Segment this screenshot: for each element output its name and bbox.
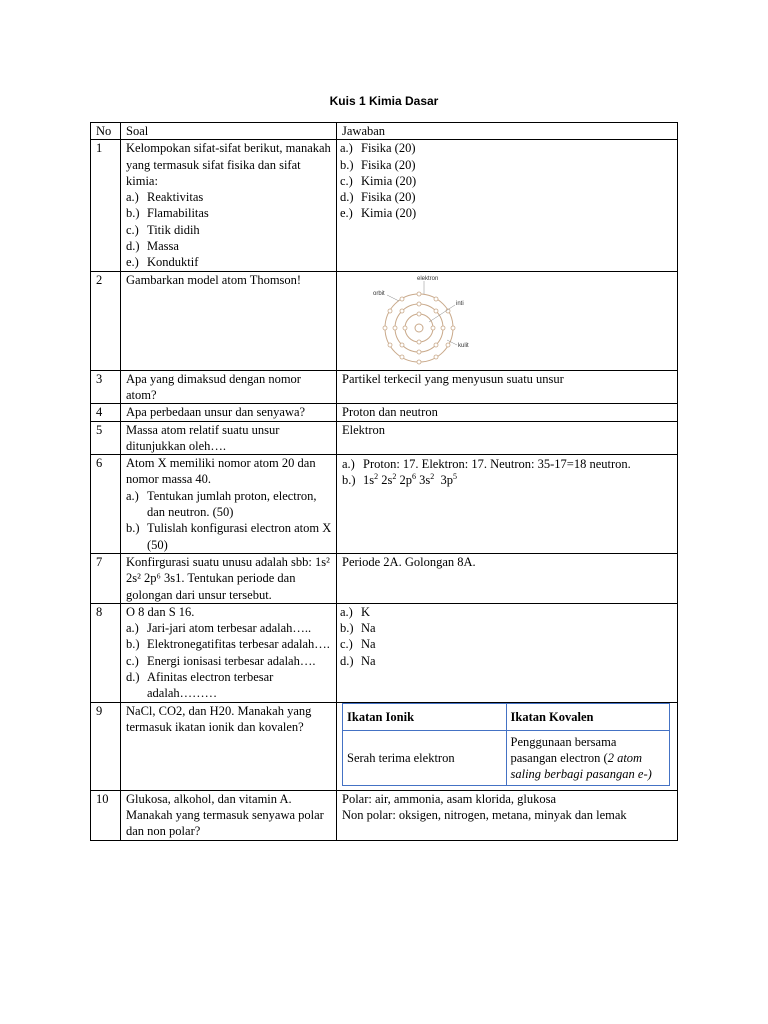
answer-list [342,456,673,489]
question-cell: Massa atom relatif suatu unsur ditunjukkan oleh…. [121,421,337,455]
row-number: 10 [91,790,121,840]
row-number: 4 [91,404,121,421]
quiz-table [90,122,678,841]
list-item: a.) Jari-jari atom terbesar adalah….. [126,621,312,636]
label-kulit: kulit [458,342,469,349]
list-item: d.) Fisika (20) [340,190,416,205]
list-item: a.) Proton: 17. Elektron: 17. Neutron: 35-17=18 neutron. [342,457,631,472]
list-item: d.) Na [340,653,376,668]
option-list [126,620,332,701]
answer-cell [337,271,678,370]
question-text: Kelompokan sifat-sifat berikut, manakah yang termasuk sifat fisika dan sifat kimia: [126,141,331,188]
list-item: c.) Titik didih [126,222,200,237]
row-number: 6 [91,455,121,554]
row-number: 3 [91,370,121,404]
header-no: No [91,123,121,140]
bond-header-ionik: Ikatan Ionik [343,703,507,730]
answer-cell: Proton dan neutron [337,404,678,421]
header-soal: Soal [121,123,337,140]
label-orbit: orbit [373,290,385,297]
row-number: 1 [91,140,121,271]
list-item: a.) Reaktivitas [126,190,204,205]
table-row [91,421,678,455]
option-list [126,189,332,270]
list-item: e.) Kimia (20) [340,206,417,221]
answer-list [340,604,673,669]
option-list [126,488,332,553]
row-number: 5 [91,421,121,455]
answer-cell [337,702,678,790]
electron-configuration: $1s^2$ $2s^2$ $2p^6$ $3s^2$ $3p^5$ [363,472,457,488]
bond-header-kovalen: Ikatan Kovalen [506,703,670,730]
list-item: b.) Flamabilitas [126,206,209,221]
answer-cell [337,455,678,554]
table-row [91,455,678,554]
list-item: b.) Na [340,621,376,636]
row-number: 9 [91,702,121,790]
question-cell: Apa yang dimaksud dengan nomor atom? [121,370,337,404]
answer-cell [337,790,678,840]
answer-cell [337,140,678,271]
question-cell [121,140,337,271]
question-cell [121,603,337,702]
list-item: d.) Afinitas electron terbesar adalah……… [126,670,274,701]
answer-cell [337,603,678,702]
table-row [91,702,678,790]
question-cell: Apa perbedaan unsur dan senyawa? [121,404,337,421]
answer-list [340,140,673,221]
table-row [91,790,678,840]
list-item: b.) $1s^2$ $2s^2$ $2p^6$ $3s^2$ $3p^5$ [342,472,457,488]
bond-kovalen-cell: Penggunaan bersama pasangan electron (2 atom saling berbagi pasangan e-) [506,730,670,785]
thomson-atom-diagram [367,272,507,370]
bond-ionik-cell: Serah terima elektron [343,730,507,785]
question-cell: Gambarkan model atom Thomson! [121,271,337,370]
list-item: d.) Massa [126,239,179,254]
table-row [91,404,678,421]
label-inti: inti [456,300,464,307]
list-item: b.) Fisika (20) [340,157,416,172]
atom-diagram [337,272,677,370]
row-number: 7 [91,553,121,603]
list-item: a.) Fisika (20) [340,141,416,156]
list-item: c.) Kimia (20) [340,173,417,188]
page-title: Kuis 1 Kimia Dasar [329,94,439,108]
list-item: a.) Tentukan jumlah proton, electron, dan neutron. (50) [126,488,317,520]
header-jawaban: Jawaban [337,123,678,140]
table-row [91,553,678,603]
bond-table [342,703,670,786]
question-text: Atom X memiliki nomor atom 20 dan nomor massa 40. [126,456,316,487]
answer-cell: Partikel terkecil yang menyusun suatu unsur [337,370,678,404]
table-row [91,140,678,271]
question-cell [121,455,337,554]
question-cell: Konfirgurasi suatu unusu adalah sbb: 1s² 2s² 2p⁶ 3s1. Tentukan periode dan golongan dari unsur tersebut. [121,553,337,603]
table-header-row [91,123,678,140]
row-number: 8 [91,603,121,702]
answer-cell: Elektron [337,421,678,455]
table-row [91,370,678,404]
question-cell: Glukosa, alkohol, dan vitamin A. Manakah yang termasuk senyawa polar dan non polar? [121,790,337,840]
list-item: c.) Na [340,637,376,652]
list-item: b.) Tulislah konfigurasi electron atom X (50) [126,521,332,552]
question-text: O 8 dan S 16. [126,604,195,619]
answer-cell: Periode 2A. Golongan 8A. [337,553,678,603]
list-item: c.) Energi ionisasi terbesar adalah…. [126,653,316,668]
table-row [91,271,678,370]
list-item: a.) K [340,604,371,619]
row-number: 2 [91,271,121,370]
list-item: b.) Elektronegatifitas terbesar adalah…. [126,637,330,652]
answer-polar: Polar: air, ammonia, asam klorida, glukosa [342,791,557,806]
label-elektron: elektron [417,275,439,282]
table-row [91,603,678,702]
list-item: e.) Konduktif [126,255,199,270]
question-cell: NaCl, CO2, dan H20. Manakah yang termasuk ikatan ionik dan kovalen? [121,702,337,790]
answer-nonpolar: Non polar: oksigen, nitrogen, metana, minyak dan lemak [342,807,627,822]
